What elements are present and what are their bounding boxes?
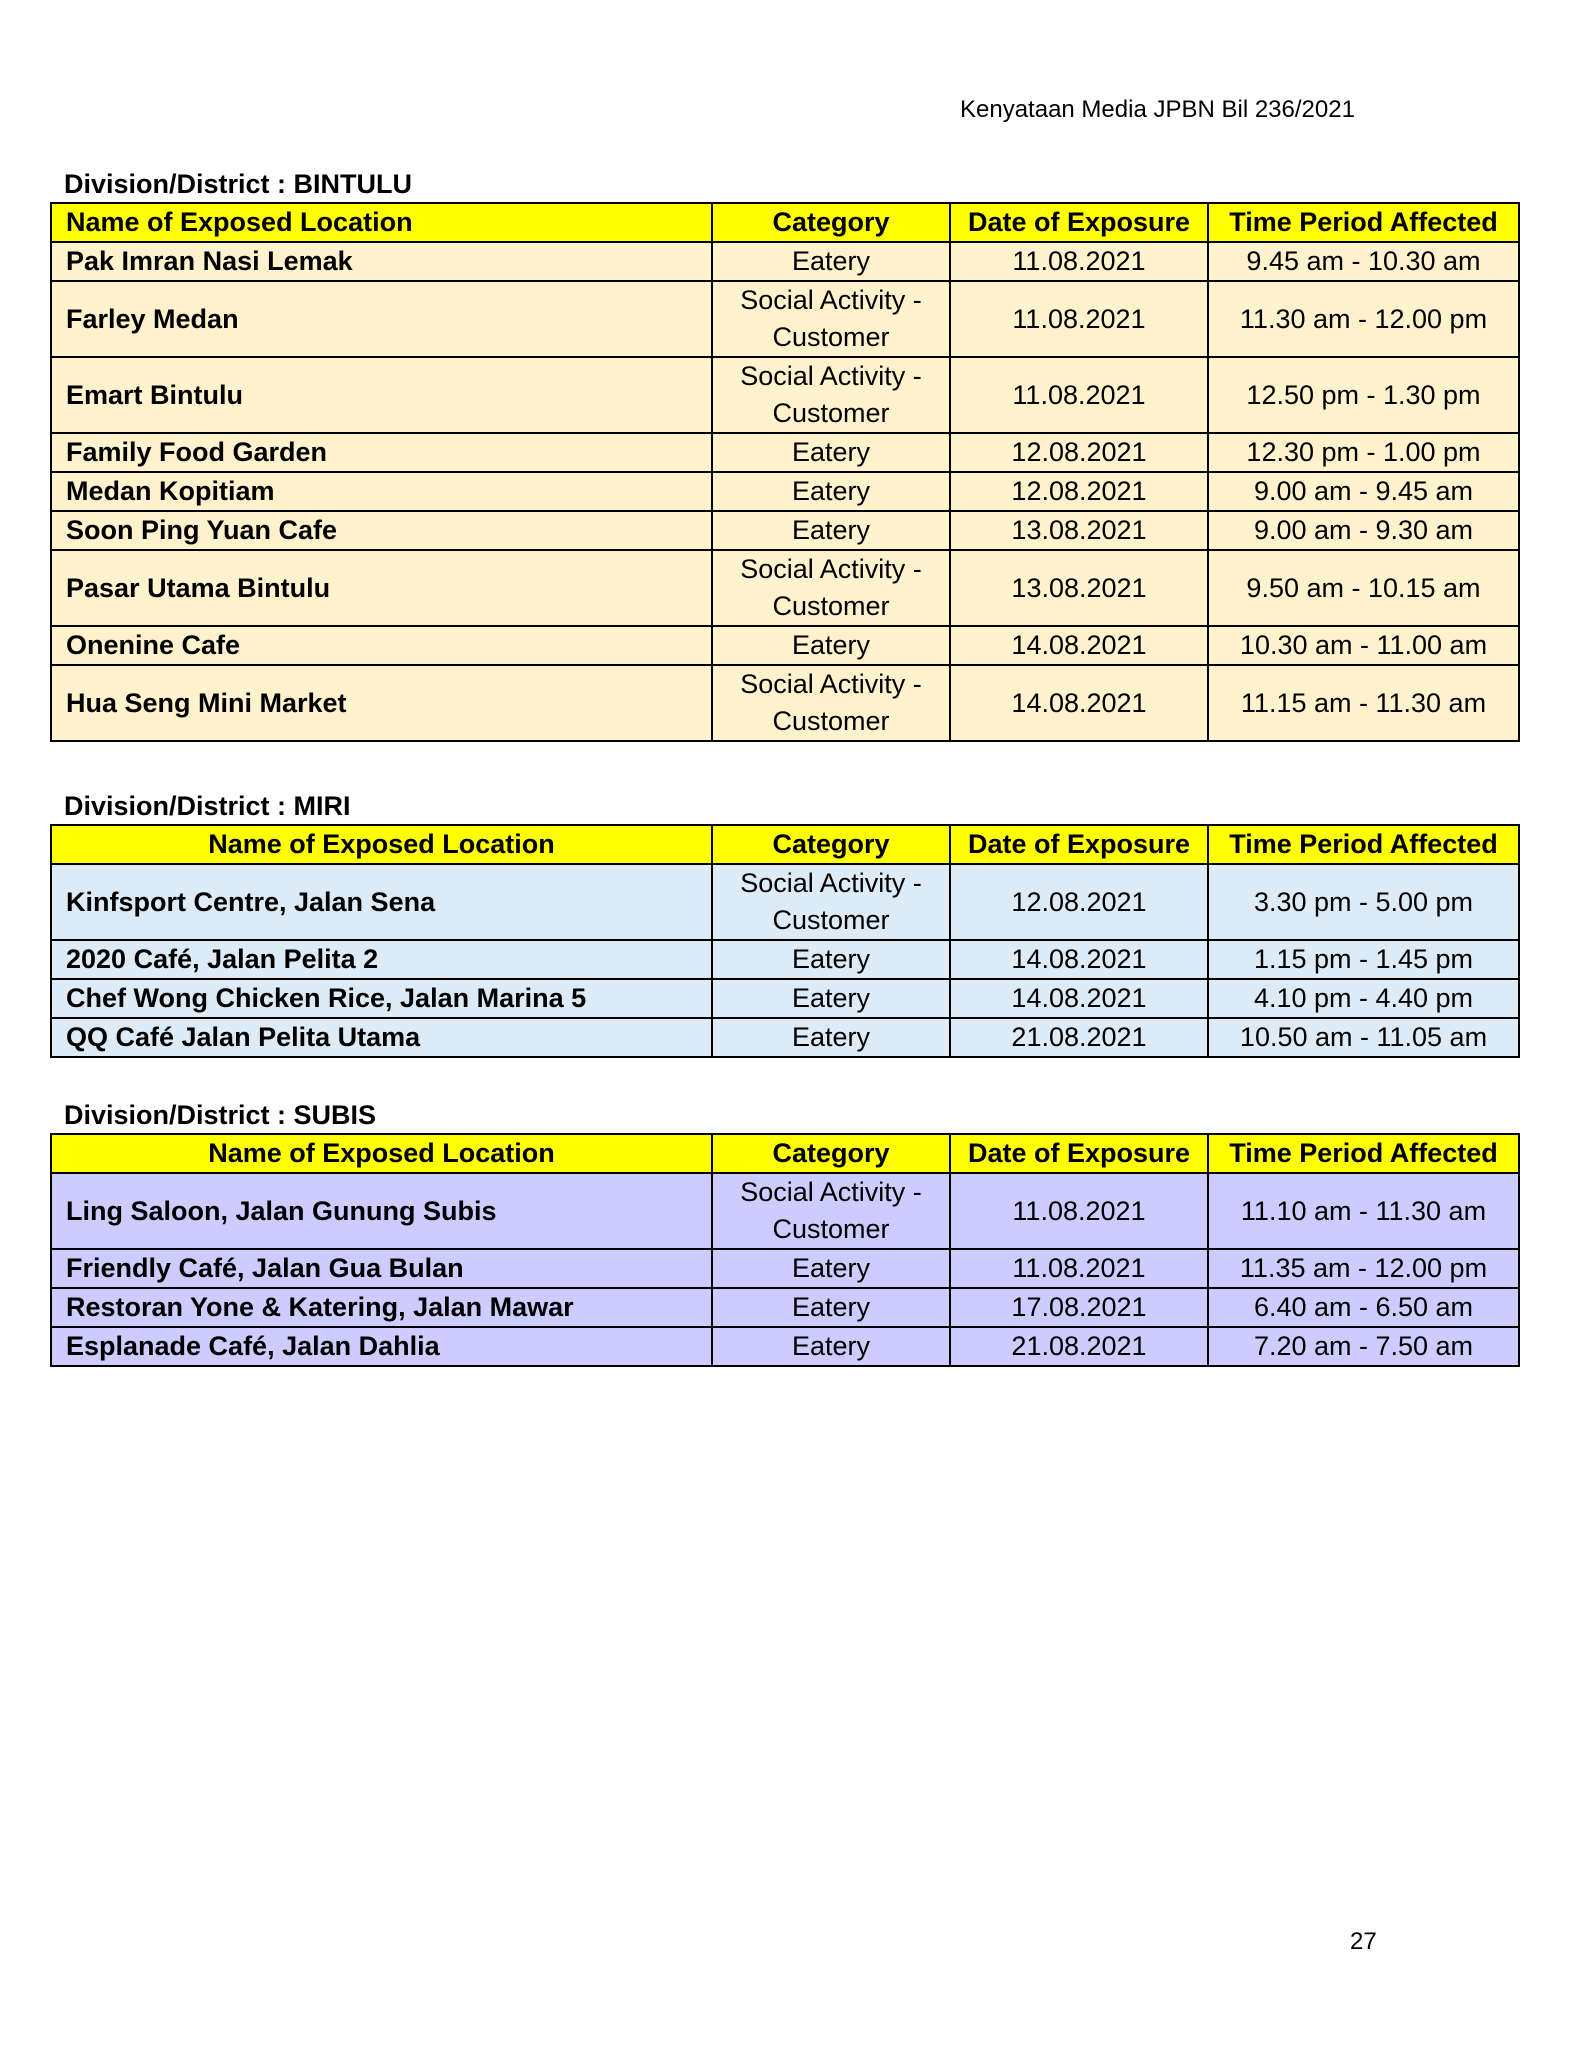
location-name: Restoran Yone & Katering, Jalan Mawar (51, 1288, 712, 1327)
category: Eatery (712, 1249, 950, 1288)
exposure-date: 13.08.2021 (950, 511, 1208, 550)
category: Social Activity - Customer (712, 665, 950, 741)
column-header-time: Time Period Affected (1208, 1134, 1519, 1173)
category: Eatery (712, 1327, 950, 1366)
location-name: Emart Bintulu (51, 357, 712, 433)
time-period: 1.15 pm - 1.45 pm (1208, 940, 1519, 979)
time-period: 10.30 am - 11.00 am (1208, 626, 1519, 665)
category: Social Activity - Customer (712, 550, 950, 626)
section-title: Division/District : BINTULU (64, 169, 413, 199)
table-row (51, 626, 1519, 665)
time-period: 11.35 am - 12.00 pm (1208, 1249, 1519, 1288)
category: Eatery (712, 979, 950, 1018)
location-name: Pak Imran Nasi Lemak (51, 242, 712, 281)
table-row (51, 1249, 1519, 1288)
category: Social Activity - Customer (712, 864, 950, 940)
time-period: 10.50 am - 11.05 am (1208, 1018, 1519, 1057)
category: Eatery (712, 242, 950, 281)
table-row (51, 357, 1519, 433)
category: Eatery (712, 433, 950, 472)
section-miri (50, 788, 1518, 1058)
table-row (51, 433, 1519, 472)
time-period: 3.30 pm - 5.00 pm (1208, 864, 1519, 940)
column-header-name: Name of Exposed Location (51, 203, 712, 242)
column-header-category: Category (712, 203, 950, 242)
exposure-table (50, 1133, 1520, 1367)
location-name: 2020 Café, Jalan Pelita 2 (51, 940, 712, 979)
table-row (51, 511, 1519, 550)
exposure-date: 14.08.2021 (950, 626, 1208, 665)
exposure-date: 11.08.2021 (950, 357, 1208, 433)
location-name: Family Food Garden (51, 433, 712, 472)
section-title: Division/District : MIRI (64, 791, 351, 821)
table-row (51, 940, 1519, 979)
exposure-date: 13.08.2021 (950, 550, 1208, 626)
exposure-date: 21.08.2021 (950, 1327, 1208, 1366)
time-period: 12.30 pm - 1.00 pm (1208, 433, 1519, 472)
category: Social Activity - Customer (712, 357, 950, 433)
table-row (51, 1173, 1519, 1249)
document-reference: Kenyataan Media JPBN Bil 236/2021 (960, 96, 1355, 123)
page-number: 27 (1350, 1928, 1377, 1955)
category: Social Activity - Customer (712, 1173, 950, 1249)
exposure-date: 14.08.2021 (950, 979, 1208, 1018)
table-header-row (51, 1134, 1519, 1173)
column-header-category: Category (712, 825, 950, 864)
table-header-row (51, 825, 1519, 864)
location-name: Ling Saloon, Jalan Gunung Subis (51, 1173, 712, 1249)
section-title: Division/District : SUBIS (64, 1100, 377, 1130)
table-row (51, 864, 1519, 940)
location-name: Medan Kopitiam (51, 472, 712, 511)
location-name: Friendly Café, Jalan Gua Bulan (51, 1249, 712, 1288)
column-header-date: Date of Exposure (950, 825, 1208, 864)
column-header-time: Time Period Affected (1208, 203, 1519, 242)
location-name: Esplanade Café, Jalan Dahlia (51, 1327, 712, 1366)
time-period: 7.20 am - 7.50 am (1208, 1327, 1519, 1366)
time-period: 12.50 pm - 1.30 pm (1208, 357, 1519, 433)
time-period: 11.10 am - 11.30 am (1208, 1173, 1519, 1249)
column-header-date: Date of Exposure (950, 1134, 1208, 1173)
location-name: Kinfsport Centre, Jalan Sena (51, 864, 712, 940)
location-name: Hua Seng Mini Market (51, 665, 712, 741)
time-period: 11.30 am - 12.00 pm (1208, 281, 1519, 357)
column-header-category: Category (712, 1134, 950, 1173)
table-row (51, 979, 1519, 1018)
column-header-time: Time Period Affected (1208, 825, 1519, 864)
table-row (51, 665, 1519, 741)
exposure-date: 12.08.2021 (950, 472, 1208, 511)
category: Eatery (712, 1288, 950, 1327)
exposure-date: 14.08.2021 (950, 665, 1208, 741)
category: Eatery (712, 940, 950, 979)
exposure-date: 11.08.2021 (950, 242, 1208, 281)
exposure-date: 14.08.2021 (950, 940, 1208, 979)
category: Eatery (712, 1018, 950, 1057)
time-period: 9.45 am - 10.30 am (1208, 242, 1519, 281)
exposure-date: 12.08.2021 (950, 433, 1208, 472)
table-row (51, 242, 1519, 281)
exposure-table (50, 202, 1520, 742)
exposure-date: 11.08.2021 (950, 1249, 1208, 1288)
location-name: Farley Medan (51, 281, 712, 357)
table-row (51, 281, 1519, 357)
table-row (51, 1327, 1519, 1366)
exposure-date: 17.08.2021 (950, 1288, 1208, 1327)
category: Eatery (712, 472, 950, 511)
column-header-name: Name of Exposed Location (51, 825, 712, 864)
location-name: Pasar Utama Bintulu (51, 550, 712, 626)
category: Eatery (712, 511, 950, 550)
time-period: 9.00 am - 9.45 am (1208, 472, 1519, 511)
time-period: 9.50 am - 10.15 am (1208, 550, 1519, 626)
section-bintulu (50, 166, 1518, 742)
table-row (51, 1018, 1519, 1057)
time-period: 11.15 am - 11.30 am (1208, 665, 1519, 741)
exposure-date: 11.08.2021 (950, 281, 1208, 357)
category: Eatery (712, 626, 950, 665)
location-name: Chef Wong Chicken Rice, Jalan Marina 5 (51, 979, 712, 1018)
exposure-date: 21.08.2021 (950, 1018, 1208, 1057)
category: Social Activity - Customer (712, 281, 950, 357)
table-header-row (51, 203, 1519, 242)
table-row (51, 1288, 1519, 1327)
table-row (51, 550, 1519, 626)
time-period: 9.00 am - 9.30 am (1208, 511, 1519, 550)
location-name: Soon Ping Yuan Cafe (51, 511, 712, 550)
exposure-table (50, 824, 1520, 1058)
column-header-date: Date of Exposure (950, 203, 1208, 242)
exposure-date: 11.08.2021 (950, 1173, 1208, 1249)
time-period: 4.10 pm - 4.40 pm (1208, 979, 1519, 1018)
location-name: Onenine Cafe (51, 626, 712, 665)
location-name: QQ Café Jalan Pelita Utama (51, 1018, 712, 1057)
time-period: 6.40 am - 6.50 am (1208, 1288, 1519, 1327)
table-row (51, 472, 1519, 511)
section-subis (50, 1097, 1518, 1367)
exposure-date: 12.08.2021 (950, 864, 1208, 940)
column-header-name: Name of Exposed Location (51, 1134, 712, 1173)
